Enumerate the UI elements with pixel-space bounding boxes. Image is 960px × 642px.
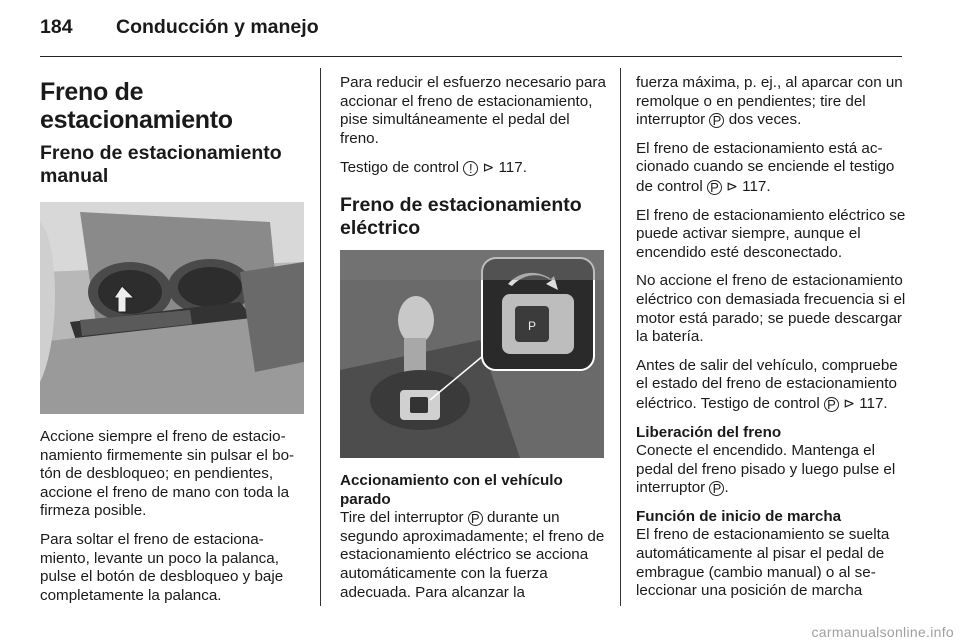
park-brake-switch-icon: P xyxy=(468,511,483,526)
manual-handbrake-illustration xyxy=(40,202,304,414)
heading-brake-release: Liberación del freno xyxy=(636,423,782,441)
park-brake-lamp-icon: P xyxy=(707,180,722,195)
figure-manual-handbrake xyxy=(40,202,304,414)
column-divider-2 xyxy=(620,68,621,606)
column-divider-1 xyxy=(320,68,321,606)
paragraph-reduce-effort: Para reducir el esfuerzo necesario para accionar el freno de estacionamiento, pise simultáneamente el pedal del freno. xyxy=(340,74,606,147)
paragraph-vehicle-stopped: Tire del interruptor P durante un segundo aproximadamente; el freno de estacionamiento eléctrico se acciona automáticamente con la fuerza adecuada. Para alcanzar la xyxy=(340,509,605,601)
park-brake-switch-icon: P xyxy=(709,113,724,128)
paragraph-check-status: Antes de salir del vehículo, compruebe el estado del freno de estacionamiento eléctrico. Testigo de control P ⊳ 117. xyxy=(636,356,898,412)
section-title: Freno de estacionamiento xyxy=(40,78,233,134)
column-3 xyxy=(636,74,908,611)
paragraph-brake-engaged: El freno de estacionamiento está accionado cuando se enciende el testigo de control P ⊳ 117. xyxy=(636,139,895,195)
paragraph-battery-warning: No accione el freno de estacionamiento eléctrico con demasiada frecuencia si el motor está parado; se puede descargar la batería. xyxy=(636,272,906,346)
figure-electric-brake xyxy=(340,250,604,458)
column-1 xyxy=(40,74,306,615)
page-header xyxy=(40,16,319,39)
paragraph-max-force: fuerza máxima, p. ej., al aparcar con un remolque o en pendientes; tire del interruptor P dos veces. xyxy=(636,74,903,129)
subsection-title-electric: Freno de estacionamiento eléctrico xyxy=(340,193,582,239)
paragraph-warning-lamp: Testigo de control ! ⊳ 117. xyxy=(340,159,527,177)
reference-arrow-icon: ⊳ xyxy=(843,394,855,411)
heading-vehicle-stopped: Accionamiento con el vehículo parado xyxy=(340,471,563,508)
electric-brake-illustration xyxy=(340,250,604,458)
park-brake-switch-icon: P xyxy=(709,481,724,496)
park-brake-lamp-icon: P xyxy=(824,397,839,412)
reference-arrow-icon: ⊳ xyxy=(726,177,738,194)
heading-drive-away: Función de inicio de marcha xyxy=(636,507,842,525)
column-2 xyxy=(340,74,608,612)
paragraph-drive-away: El freno de estacionamiento se suelta automáticamente al pisar el pedal de embrague (cambio manual) o al seleccionar una posición de marcha xyxy=(636,526,890,600)
header-rule xyxy=(40,56,902,57)
subsection-title-manual: Freno de estacionamiento manual xyxy=(40,142,282,187)
paragraph-manual-release: Para soltar el freno de estacionamiento, levante un poco la palanca, pulse el botón de desbloqueo y baje completamente la palanca. xyxy=(40,530,284,604)
svg-text:P: P xyxy=(527,318,537,333)
paragraph-brake-release: Conecte el encendido. Mantenga el pedal del freno pisado y luego pulse el interruptor P . xyxy=(636,442,896,497)
watermark: carmanualsonline.info xyxy=(811,624,954,640)
reference-arrow-icon: ⊳ xyxy=(482,159,495,176)
paragraph-manual-apply: Accione siempre el freno de estacionamiento firmemente sin pulsar el botón de desbloqueo; en pendientes, accione el freno de mano con toda la firmeza posible. xyxy=(40,428,295,520)
page-number: 184 xyxy=(40,16,73,38)
brake-warning-icon: ! xyxy=(463,161,478,176)
paragraph-always-activate: El freno de estacionamiento eléctrico se puede activar siempre, aunque el encendido esté desconectado. xyxy=(636,206,906,261)
chapter-title: Conducción y manejo xyxy=(116,16,319,38)
